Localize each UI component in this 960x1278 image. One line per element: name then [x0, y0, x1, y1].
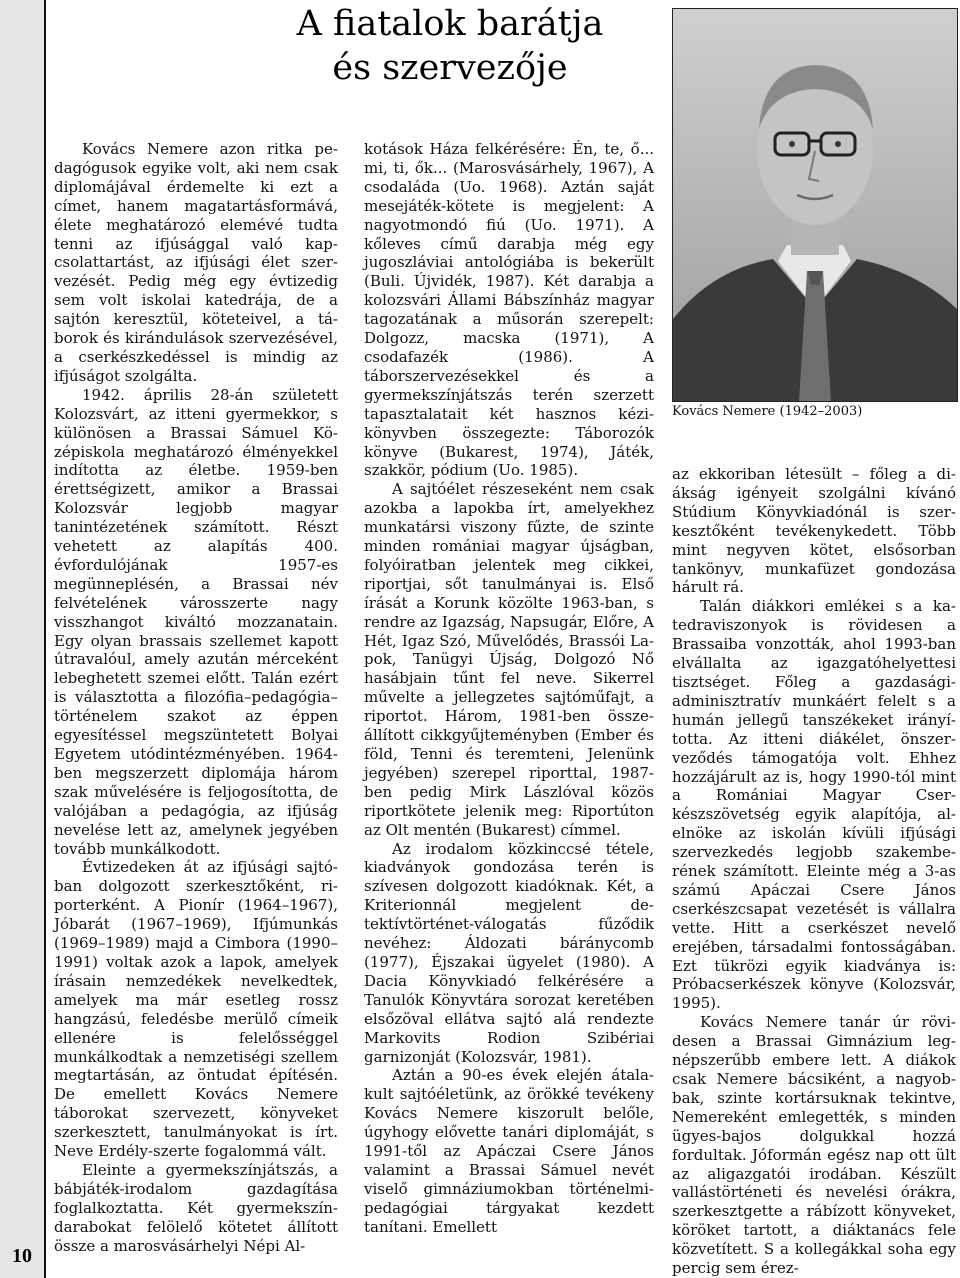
paragraph: Talán diákkori emlékei s a katedraviszonyok is rövidesen a Brassaiba vonzották, ahol 1993-ban elvállalta az igazgatóhelyettesi tisztséget. Főleg a gazdasági-adminisztratív munkáért felelt s a humán jellegű tanszékeket irányította. Az itteni diákélet, önszerveződés támogatója volt. Ehhez hozzájárult az is, hogy 1990-tól mint a Romániai Magyar Cserkészszövetség egyik alapítója, alelnöke az iskolán kívüli ifjúsági szervezkedés legjobb szakemberének számított. Eleinte még a 3-as számú Apáczai Csere János cserkészcsapat vezetését is vállalra vette. Hitt a cserkészet nevelő erejében, társadalmi fontosságában. Ezt tükrözi egyik kiadványa is: Próbacserkészek könyve (Kolozsvár, 1995). — [672, 597, 956, 1013]
article-title — [170, 2, 730, 90]
paragraph: 1942. április 28-án született Kolozsvárt, az itteni gyermekkor, s különösen a Brassai Sámuel Középiskola meghatározó élményekkel indította az életbe. 1959-ben érettségizett, amikor a Brassai Kolozsvár legjobb magyar tanintézetének számított. Részt vehetett az alapítás 400. évfordulójának 1957-es megünneplésén, a Brassai név felvételének városszerte nagy visszhangot kiváltó mozzanatain. Egy olyan brassais szellemet kapott útravalóul, amely azután mérceként lebeghetett szemei előtt. Talán ezért is választotta a filozófia–pedagógia–történelem szakot az éppen egyesítéssel megszüntetett Bolyai Egyetem utódintézményében. 1964-ben megszerzett diplomája három szak művelésére is feljogosította, de valójában a pedagógia, az ifjúság nevelése lett az, amelynek jegyében tovább munkálkodott. — [54, 385, 338, 858]
paragraph: Évtizedeken át az ifjúsági sajtóban dolgozott szerkesztőként, riporterként. A Pionír (1964–1967), Jóbarát (1967–1969), Ifjúmunkás (1969–1989) majd a Cimbora (1990–1991) voltak azok a lapok, amelyek írásain nemzedékek nevelkedtek, amelyek ma már esetleg rossz hangzású, feledésbe merülő címeik ellenére is felelősséggel munkálkodtak a nemzetiségi szellem megtartásán, az öntudat építésén. De emellett Kovács Nemere táborokat szervezett, könyveket szerkesztett, tanulmányokat is írt. Neve Erdély-szerte fogalommá vált. — [54, 858, 338, 1161]
portrait-photo — [672, 8, 958, 402]
page-margin-strip — [0, 0, 46, 1278]
paragraph: Aztán a 90-es évek elején átalakult sajtóéletünk, az örökké tevékeny Kovács Nemere kiszorult belőle, úgyhogy elővette tanári diplomáját, s 1991-től az Apáczai Csere János valamint a Brassai Sámuel nevét viselő gimnáziumokban történelmi-pedagógiai tárgyakat kezdett tanítani. Emellett — [364, 1066, 654, 1236]
paragraph: A sajtóélet részeseként nem csak azokba a lapokba írt, amelyekhez munkatársi viszony fűzte, de szinte minden romániai magyar újságban, folyóiratban jelentek meg cikkei, riportjai, sőt tanulmányai is. Első írását a Korunk közölte 1963-ban, s rendre az Igazság, Napsugár, Előre, A Hét, Igaz Szó, Művelődés, Brassói Lapok, Tanügyi Újság, Dolgozó Nő hasábjain tűnt fel neve. Sikerrel művelte a jellegzetes sajtóműfajt, a riportot. Három, 1981-ben összeállított cikkgyűjteményben (Ember és föld, Tenni és teremteni, Jelenünk jegyében) szerepel riporttal, 1987-ben pedig Mirk Lászlóval közös riportkötete jelenik meg: Riportúton az Olt mentén (Bukarest) címmel. — [364, 480, 654, 839]
title-line-2: és szervezője — [332, 48, 568, 88]
paragraph: Kovács Nemere azon ritka pedagógusok egyike volt, aki nem csak diplomájával érdemelte ki ezt a címet, hanem magatartásformává, élete meghatározó elemévé tudta tenni az ifjúsággal való kapcsolattartást, az ifjúsági élet szervezését. Pedig még egy évtizedig sem volt iskolai katedrája, de a sajtón keresztül, köteteivel, a táborok és kirándulások szervezésével, a cserkészkedéssel is mindig az ifjúságot szolgálta. — [54, 140, 338, 385]
paragraph: Eleinte a gyermekszínjátszás, a bábjáték-irodalom gazdagítása foglalkoztatta. Két gyermekszíndarabokat felölelő kötetet állított össze a marosvásárhelyi Népi Al- — [54, 1160, 338, 1255]
paragraph: kotások Háza felkérésére: Én, te, ő... mi, ti, ők... (Marosvásárhely, 1967), A csodaláda (Uo. 1968). Aztán saját mesejáték-kötete is megjelent: A nagyotmondó fiú (Uo. 1971). A kőleves című darabja még egy jugoszláviai antológiába is bekerült (Buli. Újvidék, 1987). Két darabja a kolozsvári Állami Bábszínház magyar tagozatának a műsorán szerepelt: Dolgozz, macska (1971), A csodafazék (1986). A táborszervezésekkel és a gyermekszínjátszás terén szerzett tapasztalatait két hasznos kézikönyvben összegezte: Táborozók könyve (Bukarest, 1974), Játék, szakkör, pódium (Uo. 1985). — [364, 140, 654, 480]
photo-caption: Kovács Nemere (1942–2003) — [672, 404, 863, 419]
text-column-1 — [54, 140, 338, 1255]
portrait-illustration — [673, 9, 957, 401]
paragraph: Kovács Nemere tanár úr rövidesen a Brassai Gimnázium legnépszerűbb embere lett. A diákok csak Nemere bácsiként, a nagyobbak, szinte kortársuknak tekintve, Nemereként emlegették, s minden ügyes-bajos dolgukkal hozzá fordultak. Jóformán egész nap ott ült az aligazgatói irodában. Készült vallástörténeti és nevelési órákra, szerkesztgette a rábízott könyveket, köröket tartott, a diáktanács fele közvetített. S a kollegákkal soha egy percig sem érez- — [672, 1013, 956, 1278]
title-line-1: A fiatalok barátja — [296, 4, 604, 44]
paragraph: az ekkoriban létesült – főleg a diákság igényeit szolgálni kívánó Stúdium Könyvkiadónál is szerkesztőként tevékenykedett. Több mint negyven kötet, elsősorban tankönyv, munkafüzet gondozása hárult rá. — [672, 465, 956, 597]
page-number: 10 — [12, 1245, 32, 1267]
text-column-3 — [672, 465, 956, 1278]
text-column-2 — [364, 140, 654, 1237]
paragraph: Az irodalom közkinccsé tétele, kiadványok gondozása terén is szívesen dolgozott kiadóknak. Két, a Kriterionnál megjelent detektívtörténet-válogatás fűződik nevéhez: Áldozati báránycomb (1977), Éjszakai ügyelet (1980). A Dacia Könyvkiadó felkérésére a Tanulók Könyvtára sorozat keretében elsőzöval ellátva sajtó alá rendezte Markovits Rodion Szibériai garnizonját (Kolozsvár, 1981). — [364, 839, 654, 1066]
